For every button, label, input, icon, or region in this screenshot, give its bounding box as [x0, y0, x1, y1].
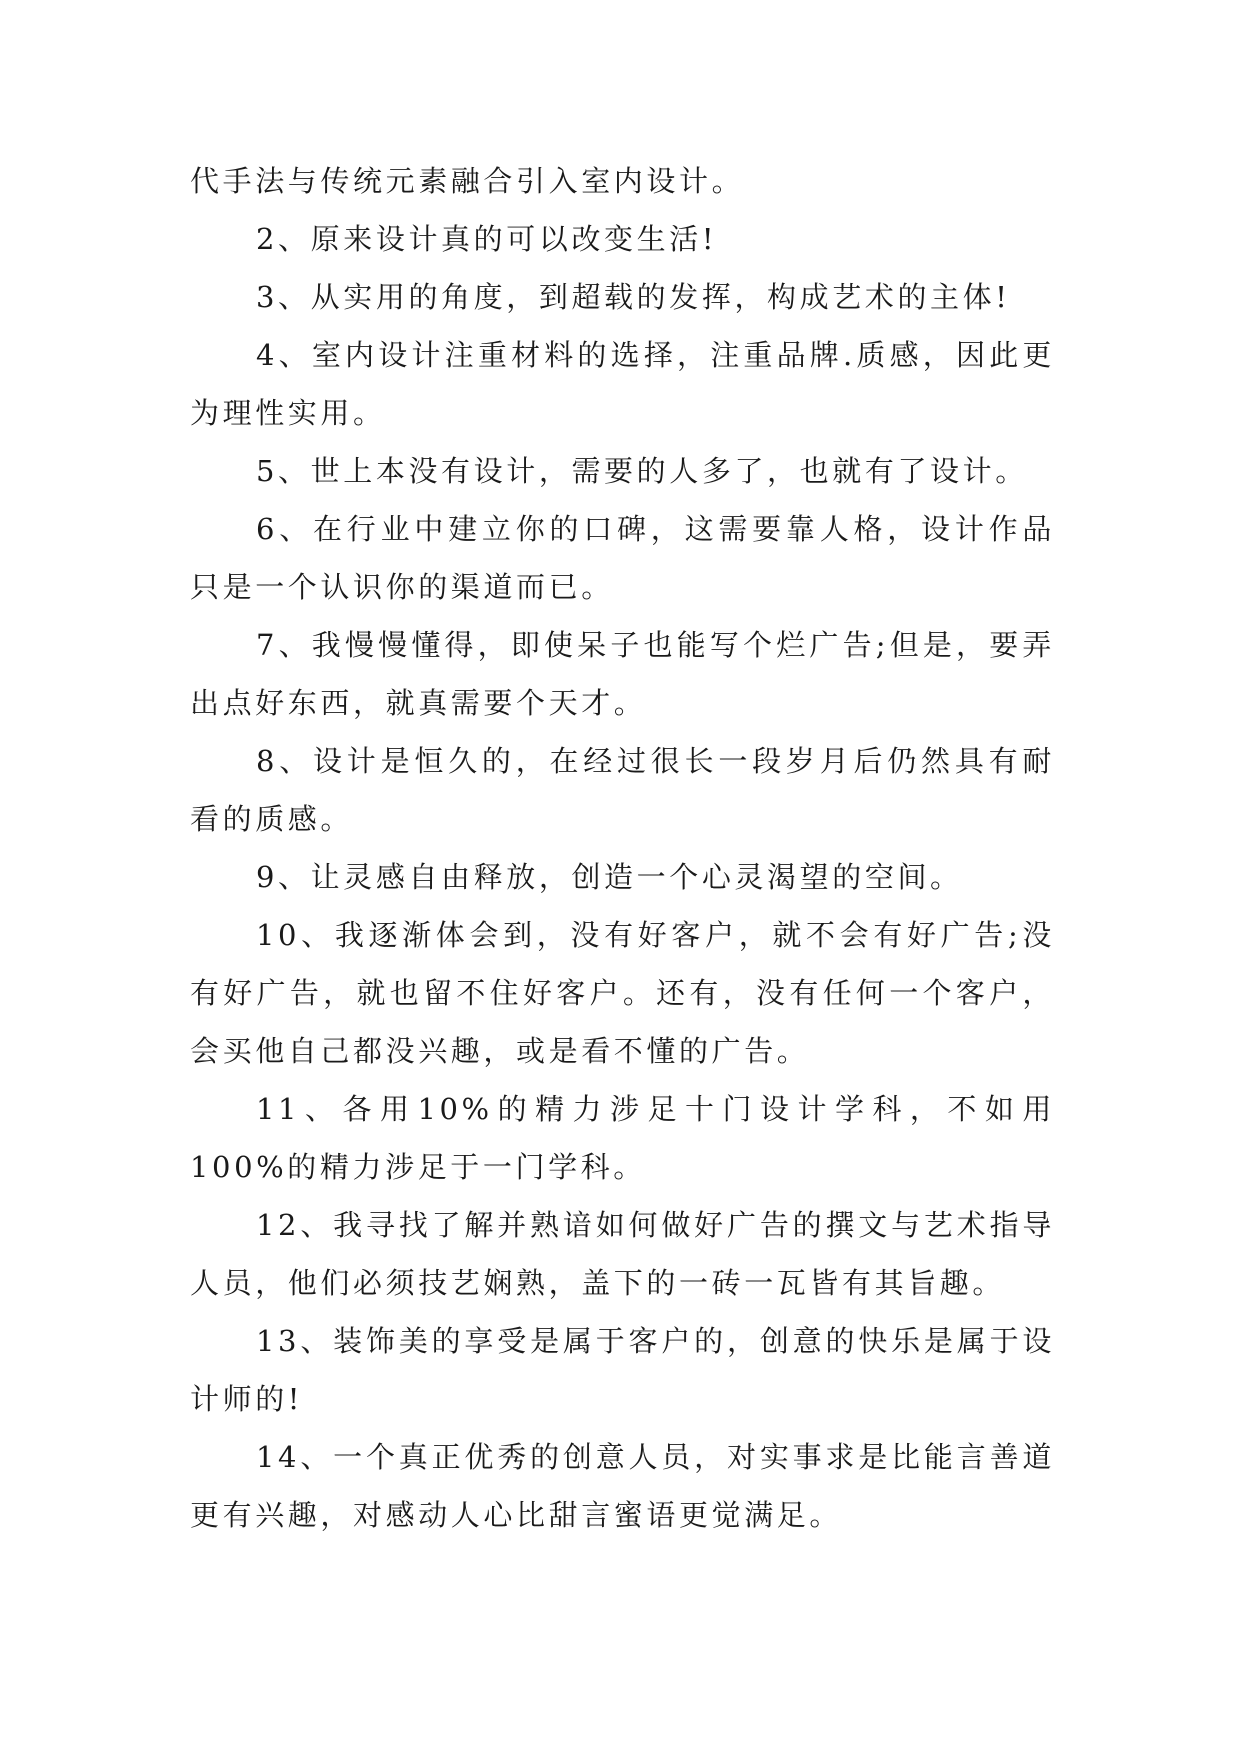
paragraph-8: 8、设计是恒久的，在经过很长一段岁月后仍然具有耐看的质感。	[190, 744, 1055, 836]
paragraph-5: 5、世上本没有设计，需要的人多了，也就有了设计。	[256, 454, 1028, 488]
paragraph-14: 14、一个真正优秀的创意人员，对实事求是比能言善道更有兴趣，对感动人心比甜言蜜语更觉满足。	[190, 1440, 1055, 1532]
paragraph-11: 11、各用10%的精力涉足十门设计学科，不如用100%的精力涉足于一门学科。	[190, 1092, 1055, 1184]
paragraph-10: 10、我逐渐体会到，没有好客户，就不会有好广告;没有好广告，就也留不住好客户。还有，没有任何一个客户，会买他自己都没兴趣，或是看不懂的广告。	[190, 918, 1055, 1068]
paragraph-7: 7、我慢慢懂得，即使呆子也能写个烂广告;但是，要弄出点好东西，就真需要个天才。	[190, 628, 1055, 720]
paragraph-2: 2、原来设计真的可以改变生活!	[256, 222, 718, 256]
paragraph-9: 9、让灵感自由释放，创造一个心灵渴望的空间。	[256, 860, 963, 894]
paragraph-4: 4、室内设计注重材料的选择，注重品牌.质感，因此更为理性实用。	[190, 338, 1055, 430]
document-body	[190, 152, 1055, 1544]
paragraph-1: 代手法与传统元素融合引入室内设计。	[190, 164, 745, 198]
paragraph-13: 13、装饰美的享受是属于客户的，创意的快乐是属于设计师的!	[190, 1324, 1055, 1416]
paragraph-12: 12、我寻找了解并熟谙如何做好广告的撰文与艺术指导人员，他们必须技艺娴熟，盖下的一砖一瓦皆有其旨趣。	[190, 1208, 1055, 1300]
paragraph-6: 6、在行业中建立你的口碑，这需要靠人格，设计作品只是一个认识你的渠道而已。	[190, 512, 1055, 604]
paragraph-3: 3、从实用的角度，到超载的发挥，构成艺术的主体!	[256, 280, 1011, 314]
